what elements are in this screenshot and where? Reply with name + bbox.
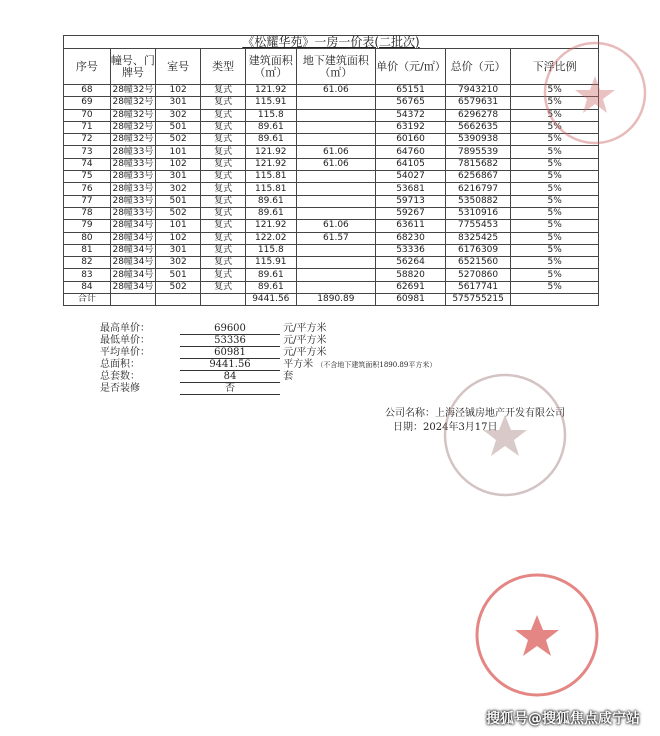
- table-cell: 28幢32号: [110, 121, 155, 133]
- table-cell: 61.06: [296, 146, 376, 158]
- table-row: [64, 109, 599, 121]
- table-cell: 121.92: [246, 85, 297, 97]
- table-cell: 5617741: [445, 281, 511, 293]
- table-cell: 63611: [376, 220, 446, 232]
- total-cell: 合计: [64, 294, 111, 306]
- table-cell: 复式: [201, 109, 246, 121]
- table-cell: 6521560: [445, 257, 511, 269]
- table-cell: 301: [156, 97, 201, 109]
- column-header: 总价（元）: [445, 49, 511, 85]
- table-cell: 56264: [376, 257, 446, 269]
- table-cell: 81: [64, 244, 111, 256]
- table-row: [64, 158, 599, 170]
- table-cell: 5%: [511, 195, 599, 207]
- summary-unit: 套: [283, 371, 294, 382]
- table-cell: 复式: [201, 134, 246, 146]
- table-cell: 121.92: [246, 146, 297, 158]
- table-cell: 62691: [376, 281, 446, 293]
- table-cell: 59267: [376, 207, 446, 219]
- table-cell: 115.81: [246, 171, 297, 183]
- table-cell: 121.92: [246, 220, 297, 232]
- document-date: 日期：2024年3月17日: [393, 422, 498, 433]
- table-cell: 54372: [376, 109, 446, 121]
- table-cell: 89.61: [246, 195, 297, 207]
- table-cell: 102: [156, 232, 201, 244]
- table-cell: 56765: [376, 97, 446, 109]
- summary-value: 60981: [180, 347, 280, 359]
- table-cell: [296, 244, 376, 256]
- table-cell: 28幢33号: [110, 183, 155, 195]
- table-cell: 6296278: [445, 109, 511, 121]
- table-cell: 64105: [376, 158, 446, 170]
- total-cell: 9441.56: [246, 294, 297, 306]
- table-cell: 复式: [201, 158, 246, 170]
- table-cell: 28幢33号: [110, 195, 155, 207]
- table-cell: 复式: [201, 183, 246, 195]
- table-cell: 102: [156, 85, 201, 97]
- table-cell: 78: [64, 207, 111, 219]
- total-cell: [511, 294, 599, 306]
- table-cell: 115.8: [246, 244, 297, 256]
- table-row: [64, 244, 599, 256]
- table-cell: [296, 134, 376, 146]
- table-cell: [296, 171, 376, 183]
- table-cell: 复式: [201, 121, 246, 133]
- table-cell: 28幢33号: [110, 207, 155, 219]
- summary-unit: 元/平方米: [283, 347, 327, 358]
- total-cell: 60981: [376, 294, 446, 306]
- table-cell: 302: [156, 109, 201, 121]
- table-cell: 82: [64, 257, 111, 269]
- table-cell: 28幢34号: [110, 281, 155, 293]
- table-cell: 复式: [201, 207, 246, 219]
- table-cell: 7755453: [445, 220, 511, 232]
- table-cell: 74: [64, 158, 111, 170]
- table-cell: 28幢34号: [110, 232, 155, 244]
- table-cell: 28幢34号: [110, 257, 155, 269]
- table-cell: 75: [64, 171, 111, 183]
- table-cell: 6256867: [445, 171, 511, 183]
- table-cell: 61.57: [296, 232, 376, 244]
- table-cell: 301: [156, 171, 201, 183]
- table-cell: 502: [156, 281, 201, 293]
- company-stamp-top: [540, 38, 650, 148]
- table-cell: 5350882: [445, 195, 511, 207]
- table-cell: 复式: [201, 85, 246, 97]
- table-cell: 115.91: [246, 257, 297, 269]
- table-cell: 501: [156, 269, 201, 281]
- table-cell: 89.61: [246, 134, 297, 146]
- table-cell: 101: [156, 220, 201, 232]
- total-cell: [201, 294, 246, 306]
- table-row: [64, 232, 599, 244]
- column-header: 单价（元/㎡）: [376, 49, 446, 85]
- table-cell: 8325425: [445, 232, 511, 244]
- table-cell: 28幢34号: [110, 269, 155, 281]
- table-cell: 53336: [376, 244, 446, 256]
- table-row: [64, 146, 599, 158]
- table-cell: [296, 109, 376, 121]
- table-cell: 7895539: [445, 146, 511, 158]
- table-cell: 28幢32号: [110, 134, 155, 146]
- table-cell: 5270860: [445, 269, 511, 281]
- table-cell: 28幢33号: [110, 171, 155, 183]
- table-cell: 5%: [511, 85, 599, 97]
- table-row: [64, 269, 599, 281]
- table-cell: 70: [64, 109, 111, 121]
- summary-note: （不含地下建筑面积1890.89平方米）: [316, 361, 437, 369]
- table-cell: 复式: [201, 257, 246, 269]
- table-cell: 5662635: [445, 121, 511, 133]
- table-row: [64, 281, 599, 293]
- table-cell: 58820: [376, 269, 446, 281]
- table-row: [64, 207, 599, 219]
- table-row: [64, 220, 599, 232]
- table-cell: [296, 269, 376, 281]
- table-cell: 76: [64, 183, 111, 195]
- table-row: [64, 195, 599, 207]
- column-header: 下浮比例: [511, 49, 599, 85]
- table-cell: [296, 121, 376, 133]
- table-cell: 77: [64, 195, 111, 207]
- table-row: [64, 134, 599, 146]
- table-cell: 5%: [511, 146, 599, 158]
- column-header: 地下建筑面积（㎡）: [296, 49, 376, 85]
- table-cell: 69: [64, 97, 111, 109]
- summary-label: 总面积：: [100, 359, 140, 370]
- table-cell: 84: [64, 281, 111, 293]
- table-cell: 28幢32号: [110, 85, 155, 97]
- table-title: 《松耀华苑》一房一价表(二批次): [64, 36, 599, 49]
- table-cell: 5%: [511, 134, 599, 146]
- table-cell: 115.8: [246, 109, 297, 121]
- company-name: 公司名称：上海泾铖房地产开发有限公司: [385, 408, 565, 419]
- table-cell: 89.61: [246, 207, 297, 219]
- table-cell: 61.06: [296, 158, 376, 170]
- summary-label: 是否装修: [100, 383, 140, 394]
- table-cell: 28幢32号: [110, 97, 155, 109]
- table-cell: 501: [156, 195, 201, 207]
- table-cell: 53681: [376, 183, 446, 195]
- table-cell: 502: [156, 134, 201, 146]
- table-cell: 80: [64, 232, 111, 244]
- table-cell: 68: [64, 85, 111, 97]
- table-cell: 122.02: [246, 232, 297, 244]
- summary-unit: 平方米: [283, 359, 314, 370]
- column-header: 建筑面积（㎡）: [246, 49, 297, 85]
- table-cell: 5%: [511, 109, 599, 121]
- table-cell: 102: [156, 158, 201, 170]
- summary-value: 9441.56: [180, 359, 280, 371]
- table-cell: 115.81: [246, 183, 297, 195]
- table-cell: 502: [156, 207, 201, 219]
- table-cell: 64760: [376, 146, 446, 158]
- table-cell: 复式: [201, 220, 246, 232]
- summary-value: 69600: [180, 323, 280, 335]
- table-cell: 302: [156, 257, 201, 269]
- summary-value: 53336: [180, 335, 280, 347]
- summary-unit: 元/平方米: [283, 323, 327, 334]
- table-cell: 6579631: [445, 97, 511, 109]
- price-table: [63, 35, 599, 306]
- table-cell: 63192: [376, 121, 446, 133]
- total-cell: [156, 294, 201, 306]
- company-stamp-bottom: [472, 570, 602, 700]
- table-cell: 5390938: [445, 134, 511, 146]
- table-cell: [296, 207, 376, 219]
- table-cell: 115.91: [246, 97, 297, 109]
- table-cell: 5%: [511, 220, 599, 232]
- table-cell: 68230: [376, 232, 446, 244]
- table-cell: 89.61: [246, 121, 297, 133]
- table-cell: 复式: [201, 232, 246, 244]
- table-row: [64, 183, 599, 195]
- table-cell: [296, 257, 376, 269]
- table-cell: 5%: [511, 97, 599, 109]
- summary-value: 84: [180, 371, 280, 383]
- column-header: 室号: [156, 49, 201, 85]
- table-cell: 7943210: [445, 85, 511, 97]
- table-cell: 28幢34号: [110, 244, 155, 256]
- table-cell: 302: [156, 183, 201, 195]
- table-cell: 5%: [511, 244, 599, 256]
- table-cell: 65151: [376, 85, 446, 97]
- summary-line: [100, 379, 280, 395]
- table-cell: 59713: [376, 195, 446, 207]
- table-cell: 6216797: [445, 183, 511, 195]
- table-cell: 5%: [511, 121, 599, 133]
- table-cell: 复式: [201, 171, 246, 183]
- table-cell: 复式: [201, 146, 246, 158]
- table-cell: 28幢32号: [110, 109, 155, 121]
- total-cell: [110, 294, 155, 306]
- column-header: 类型: [201, 49, 246, 85]
- table-cell: 复式: [201, 244, 246, 256]
- table-cell: 5%: [511, 269, 599, 281]
- table-cell: [296, 97, 376, 109]
- table-cell: 83: [64, 269, 111, 281]
- table-cell: 6176309: [445, 244, 511, 256]
- table-cell: [296, 281, 376, 293]
- table-cell: 60160: [376, 134, 446, 146]
- total-cell: 1890.89: [296, 294, 376, 306]
- summary-label: 最高单价：: [100, 323, 150, 334]
- column-header: 序号: [64, 49, 111, 85]
- total-row: [64, 294, 599, 306]
- watermark: 搜狐号@搜狐焦点咸宁站: [486, 711, 640, 727]
- table-cell: 61.06: [296, 220, 376, 232]
- table-cell: 复式: [201, 195, 246, 207]
- company-stamp-middle: [440, 370, 570, 500]
- table-cell: 复式: [201, 269, 246, 281]
- column-header: 幢号、门牌号: [110, 49, 155, 85]
- summary-unit: 元/平方米: [283, 335, 327, 346]
- table-cell: 61.06: [296, 85, 376, 97]
- table-cell: 复式: [201, 97, 246, 109]
- table-cell: 5%: [511, 257, 599, 269]
- table-cell: 28幢34号: [110, 220, 155, 232]
- table-row: [64, 97, 599, 109]
- summary-label: 最低单价：: [100, 335, 150, 346]
- table-cell: 28幢33号: [110, 146, 155, 158]
- table-row: [64, 171, 599, 183]
- table-cell: 121.92: [246, 158, 297, 170]
- table-cell: 7815682: [445, 158, 511, 170]
- table-cell: 89.61: [246, 281, 297, 293]
- table-cell: 5%: [511, 232, 599, 244]
- table-cell: 5%: [511, 281, 599, 293]
- table-row: [64, 85, 599, 97]
- table-cell: 101: [156, 146, 201, 158]
- table-cell: [296, 183, 376, 195]
- table-row: [64, 121, 599, 133]
- summary-value: 否: [180, 379, 280, 395]
- table-cell: 5%: [511, 171, 599, 183]
- table-cell: 89.61: [246, 269, 297, 281]
- table-cell: 501: [156, 121, 201, 133]
- summary-label: 平均单价：: [100, 347, 150, 358]
- table-cell: 5310916: [445, 207, 511, 219]
- table-cell: 5%: [511, 207, 599, 219]
- table-cell: 301: [156, 244, 201, 256]
- table-cell: 79: [64, 220, 111, 232]
- table-cell: 复式: [201, 281, 246, 293]
- total-cell: 575755215: [445, 294, 511, 306]
- table-cell: 71: [64, 121, 111, 133]
- table-cell: 5%: [511, 183, 599, 195]
- table-row: [64, 257, 599, 269]
- table-cell: 73: [64, 146, 111, 158]
- table-cell: 5%: [511, 158, 599, 170]
- table-cell: [296, 195, 376, 207]
- table-cell: 54027: [376, 171, 446, 183]
- summary-label: 总套数：: [100, 371, 140, 382]
- table-cell: 72: [64, 134, 111, 146]
- table-cell: 28幢33号: [110, 158, 155, 170]
